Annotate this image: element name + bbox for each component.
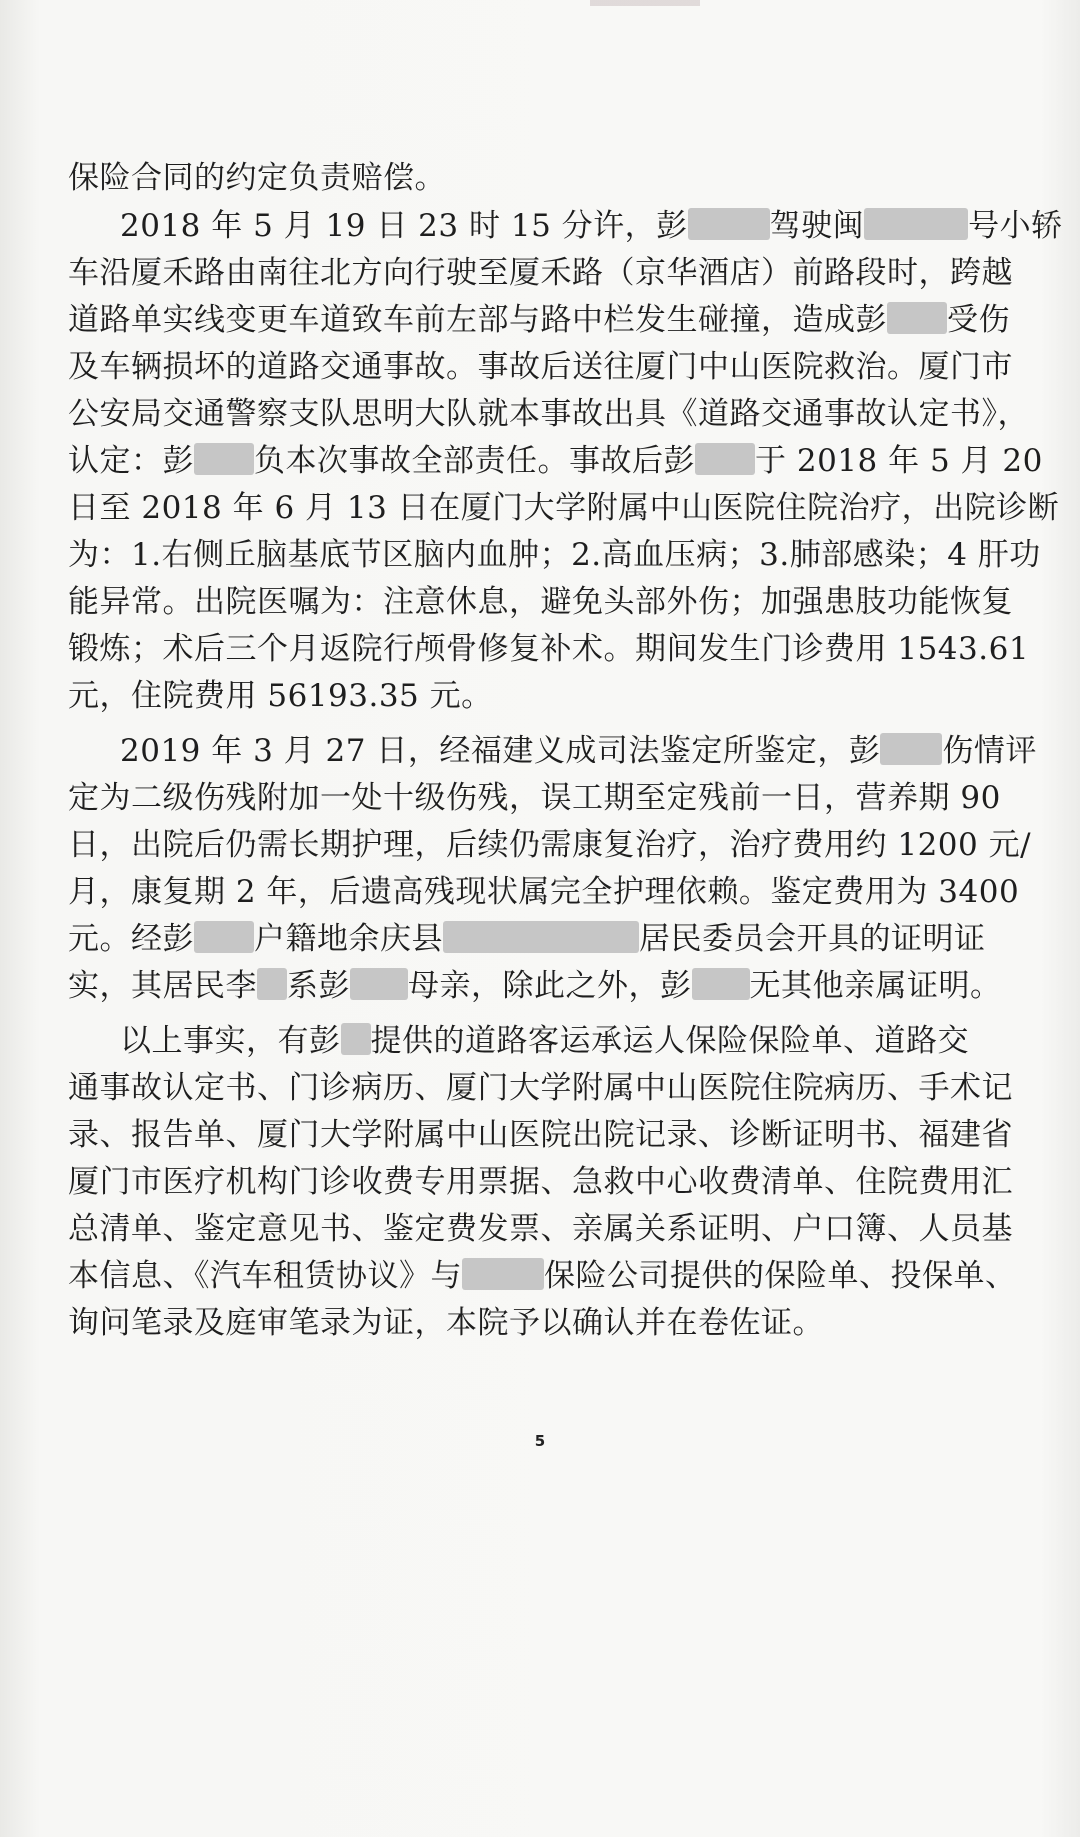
- text-segment: 及车辆损坏的道路交通事故。事故后送往厦门中山医院救治。厦门市: [68, 349, 1013, 385]
- text-segment: 询问笔录及庭审笔录为证，本院予以确认并在卷佐证。: [68, 1305, 824, 1341]
- redaction-block: [462, 1258, 544, 1290]
- redaction-block: [194, 443, 254, 475]
- text-segment: 号小轿: [968, 208, 1063, 244]
- redaction-block: [864, 208, 968, 240]
- text-line: [68, 394, 1029, 434]
- text-line: [68, 535, 1041, 575]
- text-segment: 道路单实线变更车道致车前左部与路中栏发生碰撞，造成彭: [68, 302, 887, 338]
- redaction-block: [194, 921, 254, 953]
- text-segment: 公安局交通警察支队思明大队就本事故出具《道路交通事故认定书》，: [68, 396, 1029, 432]
- redaction-block: [880, 733, 942, 765]
- text-line: [68, 582, 1013, 622]
- text-segment: 月，康复期 2 年，后遗高残现状属完全护理依赖。鉴定费用为 3400: [68, 874, 1020, 910]
- text-segment: 实，其居民李: [68, 968, 257, 1004]
- redaction-block: [688, 208, 770, 240]
- text-line: [68, 347, 1013, 387]
- text-segment: 2019 年 3 月 27 日，经福建义成司法鉴定所鉴定，彭: [120, 733, 881, 769]
- redaction-block: [257, 968, 287, 1000]
- text-segment: 通事故认定书、门诊病历、厦门大学附属中山医院住院病历、手术记: [68, 1070, 1013, 1106]
- text-segment: 能异常。出院医嘱为：注意休息，避免头部外伤；加强患肢功能恢复: [68, 584, 1013, 620]
- text-segment: 认定：彭: [68, 443, 194, 479]
- text-segment: 录、报告单、厦门大学附属中山医院出院记录、诊断证明书、福建省: [68, 1117, 1013, 1153]
- text-segment: 日至 2018 年 6 月 13 日在厦门大学附属中山医院住院治疗，出院诊断: [68, 490, 1060, 526]
- text-segment: 母亲，除此之外，彭: [408, 968, 692, 1004]
- text-line: [120, 1021, 969, 1061]
- page-number: 5: [534, 1432, 546, 1450]
- text-segment: 元，住院费用 56193.35 元。: [68, 678, 493, 714]
- text-segment: 居民委员会开具的证明证: [639, 921, 986, 957]
- text-segment: 以上事实，有彭: [120, 1023, 341, 1059]
- text-segment: 2018 年 5 月 19 日 23 时 15 分许，彭: [120, 208, 688, 244]
- text-segment: 为：1.右侧丘脑基底节区脑内血肿；2.高血压病；3.肺部感染；4 肝功: [68, 537, 1041, 573]
- text-segment: 车沿厦禾路由南往北方向行驶至厦禾路（京华酒店）前路段时，跨越: [68, 255, 1013, 291]
- text-segment: 总清单、鉴定意见书、鉴定费发票、亲属关系证明、户口簿、人员基: [68, 1211, 1013, 1247]
- text-line: [68, 488, 1059, 528]
- text-segment: 系彭: [287, 968, 350, 1004]
- text-line: [68, 629, 1029, 669]
- text-segment: 驾驶闽: [769, 208, 865, 244]
- text-segment: 提供的道路客运承运人保险保险单、道路交: [370, 1023, 969, 1059]
- text-line: [68, 441, 1043, 481]
- text-line: [68, 1209, 1013, 1249]
- text-line: [120, 731, 1037, 771]
- text-line: [68, 300, 1010, 340]
- redaction-block: [887, 302, 947, 334]
- redaction-block: [443, 921, 639, 953]
- text-line: [68, 919, 986, 959]
- text-line: [68, 1162, 1013, 1202]
- text-segment: 元。经彭: [68, 921, 194, 957]
- text-segment: 负本次事故全部责任。事故后彭: [254, 443, 695, 479]
- text-segment: 无其他亲属证明。: [749, 968, 1002, 1004]
- text-line: [68, 825, 1031, 865]
- text-line: [68, 1303, 824, 1343]
- text-segment: 本信息、《汽车租赁协议》与: [68, 1258, 462, 1294]
- redaction-block: [692, 968, 750, 1000]
- text-line: [68, 253, 1013, 293]
- redaction-block: [341, 1023, 371, 1055]
- text-line: [68, 966, 1002, 1006]
- text-line: [68, 158, 446, 198]
- text-segment: 日，出院后仍需长期护理，后续仍需康复治疗，治疗费用约 1200 元/: [68, 827, 1032, 863]
- text-line: [68, 1256, 1017, 1296]
- text-segment: 伤情评: [942, 733, 1037, 769]
- top-edge-mark: [590, 0, 700, 6]
- text-segment: 保险合同的约定负责赔偿。: [68, 160, 446, 196]
- text-line: [68, 1115, 1013, 1155]
- text-segment: 于 2018 年 5 月 20: [755, 443, 1043, 479]
- text-segment: 受伤: [947, 302, 1010, 338]
- text-segment: 保险公司提供的保险单、投保单、: [544, 1258, 1017, 1294]
- text-segment: 厦门市医疗机构门诊收费专用票据、急救中心收费清单、住院费用汇: [68, 1164, 1013, 1200]
- text-line: [68, 676, 493, 716]
- text-line: [68, 872, 1019, 912]
- text-segment: 定为二级伤残附加一处十级伤残，误工期至定残前一日，营养期 90: [68, 780, 1001, 816]
- text-segment: 户籍地余庆县: [254, 921, 443, 957]
- text-line: [68, 778, 1001, 818]
- redaction-block: [350, 968, 408, 1000]
- redaction-block: [695, 443, 755, 475]
- text-segment: 锻炼；术后三个月返院行颅骨修复补术。期间发生门诊费用 1543.61: [68, 631, 1030, 667]
- text-line: [120, 206, 1063, 246]
- text-line: [68, 1068, 1013, 1108]
